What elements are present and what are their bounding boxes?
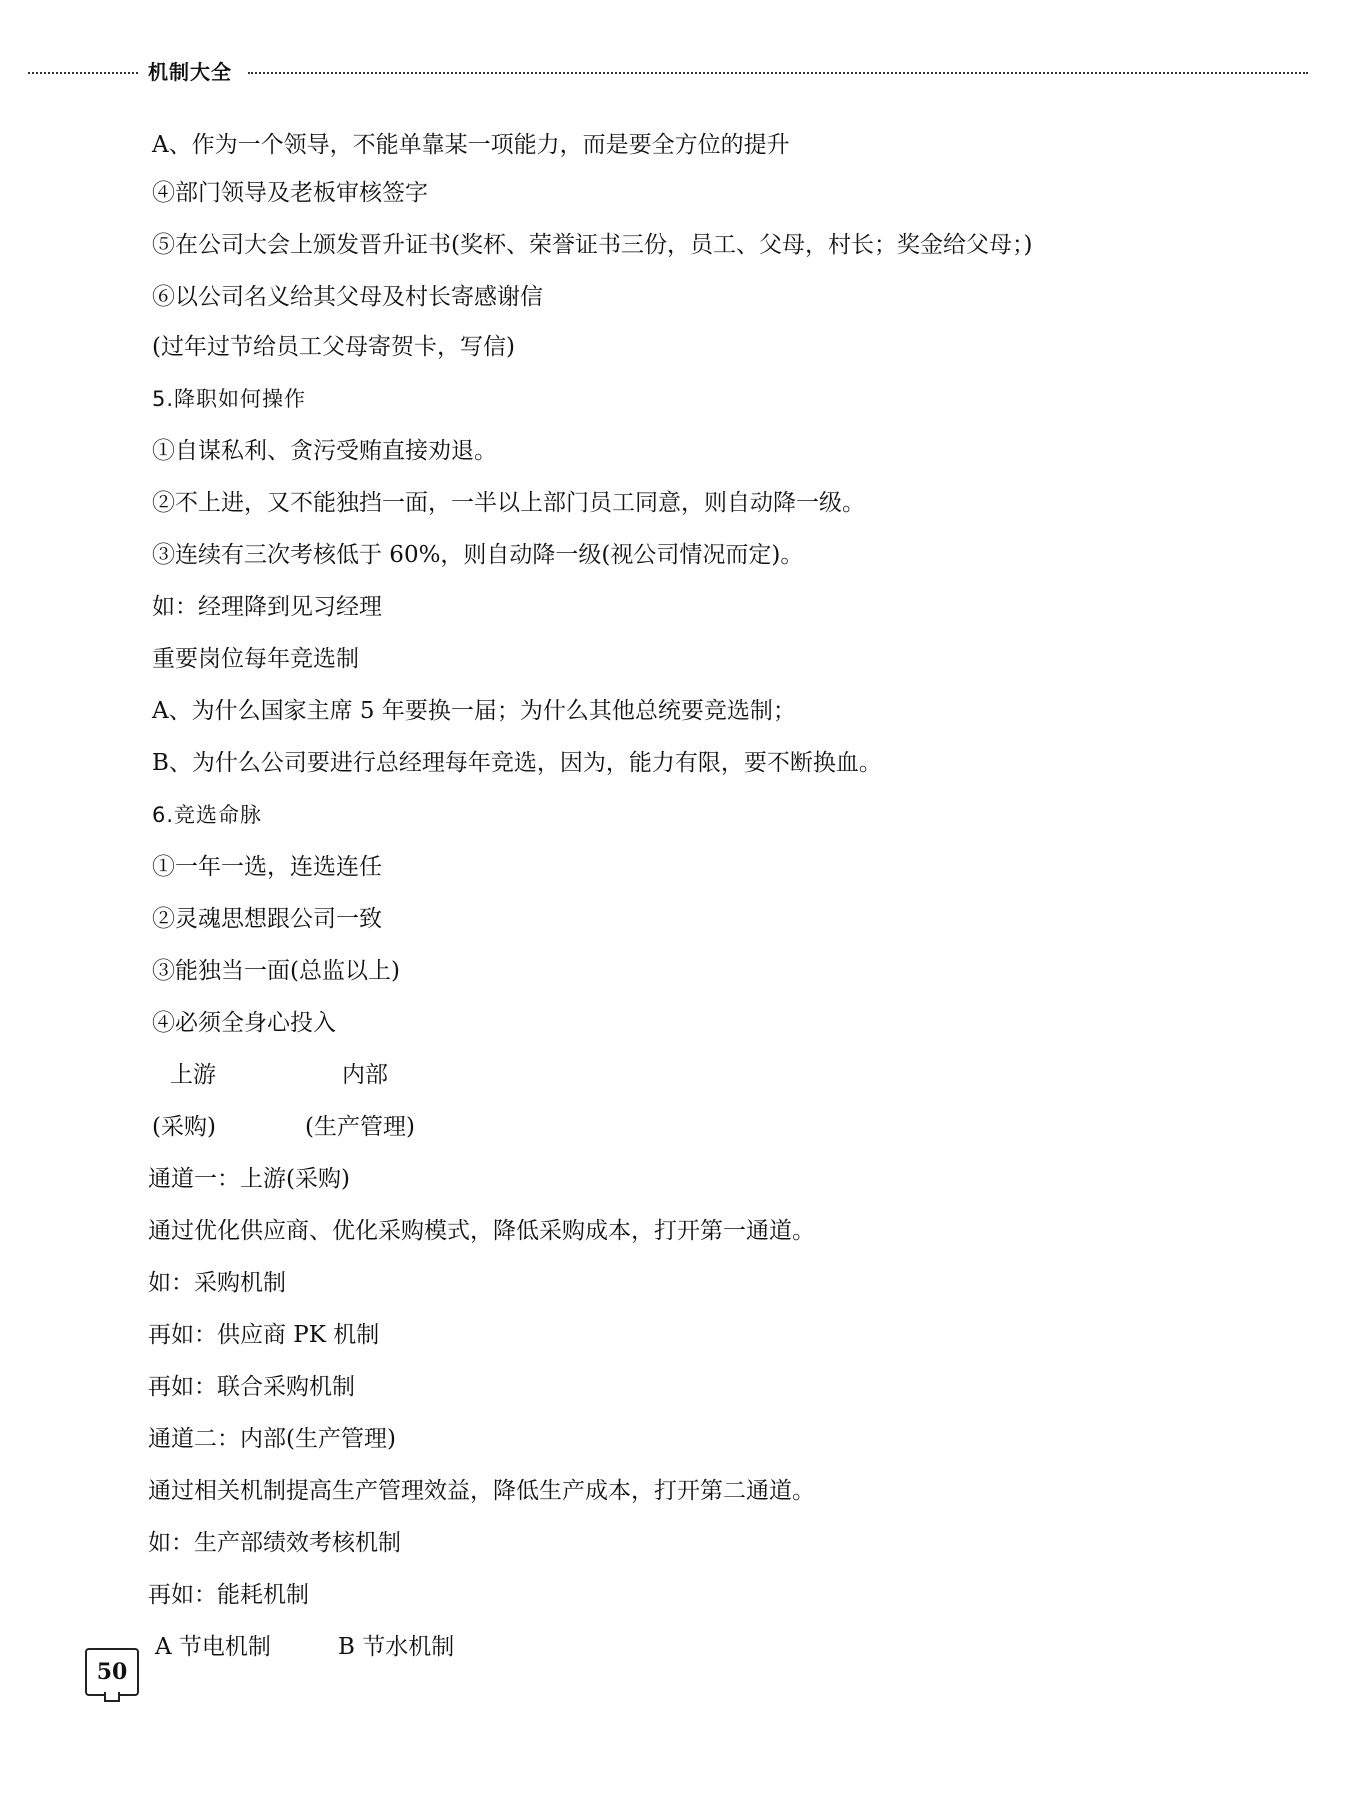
text-line: (生产管理) bbox=[305, 1114, 415, 1140]
text-line: (采购) bbox=[152, 1114, 216, 1140]
text-line: 如：生产部绩效考核机制 bbox=[148, 1530, 401, 1556]
text-line: 再如：供应商 PK 机制 bbox=[148, 1322, 380, 1348]
text-line: ①一年一选，连选连任 bbox=[152, 854, 382, 880]
text-line: (过年过节给员工父母寄贺卡，写信) bbox=[152, 334, 515, 360]
text-line: ②不上进，又不能独挡一面，一半以上部门员工同意，则自动降一级。 bbox=[152, 490, 865, 516]
text-line: ④必须全身心投入 bbox=[152, 1010, 336, 1036]
page-number-tab bbox=[104, 1692, 120, 1702]
text-line: A、作为一个领导，不能单靠某一项能力，而是要全方位的提升 bbox=[152, 132, 790, 158]
text-line: 内部 bbox=[342, 1062, 388, 1088]
text-line: 如：经理降到见习经理 bbox=[152, 594, 382, 620]
text-line: ②灵魂思想跟公司一致 bbox=[152, 906, 382, 932]
text-line: 通道一：上游(采购) bbox=[148, 1166, 350, 1192]
text-line: 再如：联合采购机制 bbox=[148, 1374, 355, 1400]
text-line: ⑥以公司名义给其父母及村长寄感谢信 bbox=[152, 284, 543, 310]
text-line: 通道二：内部(生产管理) bbox=[148, 1426, 396, 1452]
text-line: 通过优化供应商、优化采购模式，降低采购成本，打开第一通道。 bbox=[148, 1218, 815, 1244]
text-line: 如：采购机制 bbox=[148, 1270, 286, 1296]
text-line: ⑤在公司大会上颁发晋升证书(奖杯、荣誉证书三份，员工、父母，村长；奖金给父母；) bbox=[152, 232, 1033, 258]
text-line: 通过相关机制提高生产管理效益，降低生产成本，打开第二通道。 bbox=[148, 1478, 815, 1504]
text-line: ①自谋私利、贪污受贿直接劝退。 bbox=[152, 438, 497, 464]
header-title: 机制大全 bbox=[148, 60, 232, 84]
text-line: ③连续有三次考核低于 60%，则自动降一级(视公司情况而定)。 bbox=[152, 542, 804, 568]
section-heading: 6.竞选命脉 bbox=[152, 803, 263, 827]
text-line: 上游 bbox=[170, 1062, 216, 1088]
section-heading: 5.降职如何操作 bbox=[152, 387, 307, 411]
text-line: 再如：能耗机制 bbox=[148, 1582, 309, 1608]
text-line: ④部门领导及老板审核签字 bbox=[152, 180, 428, 206]
text-line: B、为什么公司要进行总经理每年竞选，因为，能力有限，要不断换血。 bbox=[152, 750, 882, 776]
text-line: A、为什么国家主席 5 年要换一届；为什么其他总统要竞选制； bbox=[152, 698, 796, 724]
text-line: A 节电机制 bbox=[155, 1634, 271, 1660]
text-line: B 节水机制 bbox=[338, 1634, 455, 1660]
page-number: 50 bbox=[85, 1648, 139, 1696]
text-line: 重要岗位每年竞选制 bbox=[152, 646, 359, 672]
text-line: ③能独当一面(总监以上) bbox=[152, 958, 400, 984]
